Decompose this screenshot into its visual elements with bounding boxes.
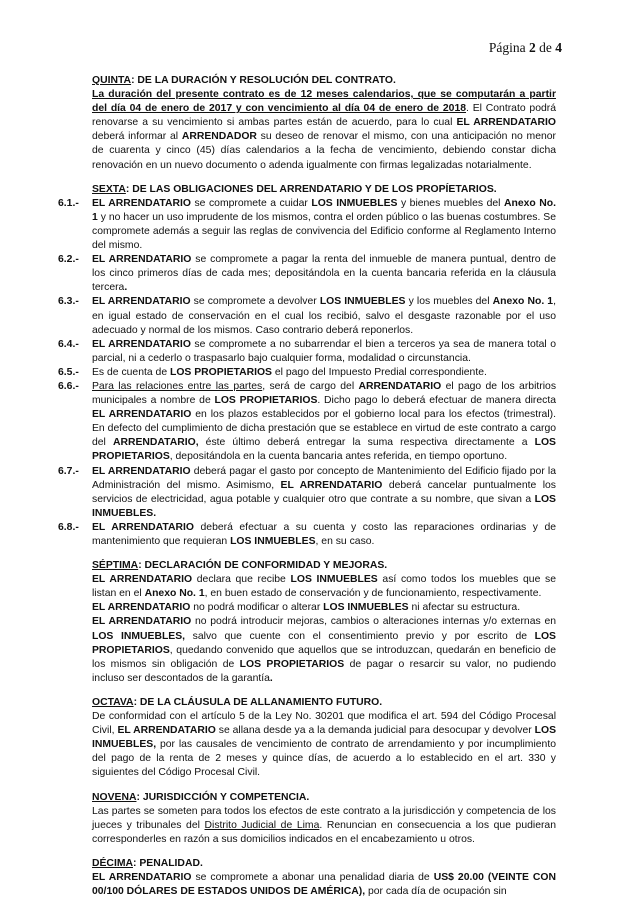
page-number-prefix: Página: [488, 40, 526, 55]
clause-sexta: [58, 183, 556, 549]
clause-item-text: EL ARRENDATARIO se compromete a devolver LOS INMUEBLES y los muebles del Anexo No. 1, en igual estado de conservación en el cual los recibió, salvo el desgaste razonable por el uso adecuado y normal de los mismos. Caso contrario deberá reponerlos.: [92, 296, 556, 336]
clause-quinta-label: QUINTA: [92, 75, 132, 86]
clause-quinta-heading: [92, 74, 556, 88]
clause-sexta-heading: [58, 183, 556, 197]
clause-octava-text: De conformidad con el artículo 5 de la Ley No. 30201 que modifica el art. 594 del Código Procesal Civil, EL ARRENDATARIO se allana desde ya a la demanda judicial para desocupar y devolver LOS INMUEBLES, por las causales de vencimiento de contrato de arrendamiento y por incumplimiento del pago de la renta de 2 meses y quince días, de acuerdo a lo establecido en el art. 330 y siguientes del Código Procesal Civil.: [92, 711, 557, 779]
clause-quinta-title: : DE LA DURACIÓN Y RESOLUCIÓN DEL CONTRATO.: [131, 75, 396, 86]
clause-octava-heading: [92, 696, 556, 710]
clause-novena-label: NOVENA: [92, 791, 137, 803]
clause-item-number: 6.4.-: [58, 338, 79, 350]
clause-item-number: 6.6.-: [58, 380, 79, 392]
clause-septima-title: : DECLARACIÓN DE CONFORMIDAD Y MEJORAS.: [138, 560, 388, 572]
clause-octava-label: OCTAVA: [92, 696, 134, 708]
clause-decima-title: : PENALIDAD.: [132, 857, 203, 869]
clause-item-number: 6.8.-: [58, 521, 79, 533]
clause-novena-text: Las partes se someten para todos los efectos de este contrato a la jurisdicción y competencia de los jueces y tribunales del Distrito Judicial de Lima. Renuncian en consecuencia a los que pudieran corresponderles en razón a sus domicilios indicados en el encabezamiento u otros.: [92, 805, 556, 845]
page-number-current: 2: [529, 40, 536, 55]
clause-novena-title: : JURISDICCIÓN Y COMPETENCIA.: [136, 791, 310, 803]
clause-item: [58, 338, 556, 366]
clause-quinta-text: La duración del presente contrato es de 12 meses calendarios, que se computarán a partir del día 04 de enero de 2017 y con vencimiento al día 04 de enero de 2018. El Contrato podrá renovarse a su vencimiento si ambas partes están de acuerdo, para lo cual EL ARRENDATARIO deberá informar al ARRENDADOR su deseo de renovar el mismo, con una anticipación no menor de cuarenta y cinco (45) días calendarios a la fecha de vencimiento, debiendo constar dicha renovación en un nuevo documento o adenda igualmente con firmas legalizadas notarialmente.: [92, 89, 557, 171]
clause-septima-label: SÉPTIMA: [92, 560, 139, 572]
clause-item-text: Para las relaciones entre las partes, será de cargo del ARRENDATARIO el pago de los arbitrios municipales a nombre de LOS PROPIETARIOS. Dicho pago lo deberá efectuar de manera directa EL ARRENDATARIO en los plazos establecidos por el gobierno local para los efectos (trimestral). En defecto del cumplimiento de dicha prestación que se establece en virtud de este contrato a cargo del ARRENDATARIO, éste último deberá entregar la suma respectiva directamente a LOS PROPIETARIOS, depositándola en la cuenta bancaria antes referida, en tiempo oportuno.: [92, 380, 557, 463]
clause-sexta-label: SEXTA: [92, 183, 126, 195]
clause-sexta-title: : DE LAS OBLIGACIONES DEL ARRENDATARIO Y DE LOS PROPÍETARIOS.: [125, 183, 497, 195]
clause-septima-heading: [92, 559, 556, 573]
clause-item: [58, 253, 556, 295]
clause-item-text: EL ARRENDATARIO deberá efectuar a su cuenta y costo las reparaciones ordinarias y de mantenimiento que requieran LOS INMUEBLES, en su caso.: [92, 521, 556, 547]
clause-item: [58, 521, 556, 549]
clause-item-text: EL ARRENDATARIO deberá pagar el gasto por concepto de Mantenimiento del Edificio fijado por la Administración del mismo. Asimismo, EL ARRENDATARIO deberá cancelar puntualmente los servicios de electricidad, agua potable y cualquier otro que contrate a su nombre, que sivan a LOS INMUEBLES.: [92, 465, 556, 519]
clause-octava: [58, 696, 556, 781]
clause-decima-text: EL ARRENDATARIO se compromete a abonar una penalidad diaria de US$ 20.00 (VEINTE CON 00/100 DÓLARES DE ESTADOS UNIDOS DE AMÉRICA), por cada día de ocupación sin: [92, 871, 557, 898]
clause-item-number: 6.1.-: [58, 197, 79, 209]
clause-septima: [58, 559, 556, 686]
clause-item-number: 6.7.-: [58, 465, 79, 477]
clause-septima-paragraph-3: EL ARRENDATARIO no podrá introducir mejoras, cambios o alteraciones internas y/o externas en LOS INMUEBLES, salvo que cuente con el consentimiento previo y por escrito de LOS PROPIETARIOS, quedando convenido que aquellos que se introduzcan, quedarán en beneficio de los mismos sin obligación de LOS PROPIETARIOS de pagar o resarcir su valor, no pudiendo incluso ser descontados de la garantía.: [92, 616, 556, 684]
clause-novena: [58, 791, 556, 847]
clause-septima-paragraph-2: EL ARRENDATARIO no podrá modificar o alterar LOS INMUEBLES ni afectar su estructura.: [92, 602, 521, 614]
clause-item: [58, 366, 556, 380]
clause-item-text: EL ARRENDATARIO se compromete a pagar la renta del inmueble de manera puntual, dentro de los cinco primeros días de cada mes; depositándola en la cuenta bancaria referida en la cláusula tercera.: [92, 254, 556, 294]
clause-quinta: [58, 74, 556, 173]
document-body: [58, 74, 556, 909]
clause-item-text: EL ARRENDATARIO se compromete a no subarrendar el bien a terceros ya sea de manera total o parcial, ni a cederlo o traspasarlo bajo cualquier forma, modalidad o circunstancia.: [92, 338, 556, 364]
clause-novena-heading: [92, 791, 556, 805]
clause-septima-paragraph-1: EL ARRENDATARIO declara que recibe LOS INMUEBLES así como todos los muebles que se listan en el Anexo No. 1, en buen estado de conservación y de funcionamiento, respectivamente.: [92, 574, 556, 600]
page-number-total: 4: [555, 40, 562, 55]
clause-item-number: 6.2.-: [58, 254, 79, 266]
clause-octava-title: : DE LA CLÁUSULA DE ALLANAMIENTO FUTURO.: [133, 696, 383, 708]
clause-item: [58, 380, 556, 465]
clause-item-text: Es de cuenta de LOS PROPIETARIOS el pago del Impuesto Predial correspondiente.: [92, 366, 487, 378]
clause-item-number: 6.3.-: [58, 296, 79, 308]
clause-item-text: EL ARRENDATARIO se compromete a cuidar LOS INMUEBLES y bienes muebles del Anexo No. 1 y no hacer un uso imprudente de los mismos, contra el orden público o las buenas costumbres. Se compromete además a seguir las reglas de convivencia del Edificio conforme al Reglamento Interno del mismo.: [92, 197, 556, 252]
clause-item: [58, 295, 556, 337]
clause-decima-label: DÉCIMA: [92, 857, 133, 869]
clause-decima-heading: [92, 857, 556, 871]
clause-item: [58, 197, 556, 253]
page-number: [489, 40, 562, 56]
clause-item: [58, 465, 556, 521]
page-number-separator: de: [539, 40, 552, 55]
clause-item-number: 6.5.-: [58, 366, 79, 378]
clause-decima: [58, 857, 556, 899]
